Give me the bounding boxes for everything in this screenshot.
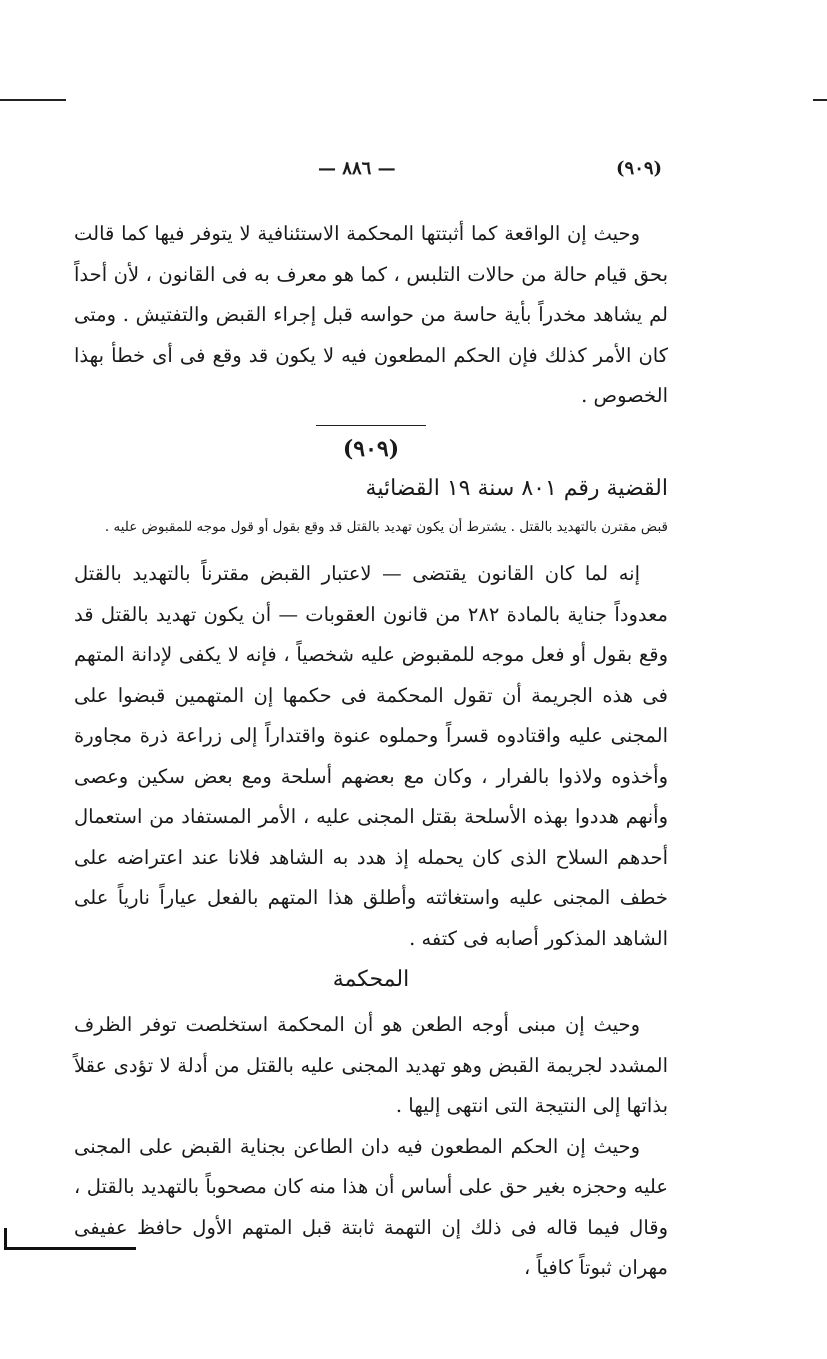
section-separator	[316, 425, 426, 427]
decision-number: (٩٠٩)	[616, 158, 663, 179]
court-paragraph-2: وحيث إن الحكم المطعون فيه دان الطاعن بجناية القبض على المجنى عليه وحجزه بغير حق على أساس أن هذا منه كان مصحوباً بالتهديد بالقتل ، وقال فيما قاله فى ذلك إن التهمة ثابتة قبل المتهم الأول حافظ عفيفى مهران ثبوتاً كافياً ،	[74, 1134, 668, 1279]
preceding-paragraph: وحيث إن الواقعة كما أثبتتها المحكمة الاستئنافية لا يتوفر فيها كما قالت بحق قيام حالة من حالات التلبس ، كما هو معرف به فى القانون ، لأن أحداً لم يشاهد مخدراً بأية حاسة من حواسه قبل إجراء القبض والتفتيش . ومتى كان الأمر كذلك فإن الحكم المطعون فيه لا يكون قد وقع فى أى خطأ بهذا الخصوص .	[74, 222, 668, 407]
case-number: (٩٠٩)	[342, 436, 400, 462]
court-heading: المحكمة	[332, 967, 410, 992]
page-number: — ٨٨٦ —	[318, 158, 396, 179]
bottom-rule-tick	[4, 1228, 7, 1250]
margin-mark-right	[813, 99, 827, 101]
bottom-rule	[4, 1247, 136, 1250]
page-body	[74, 214, 668, 1289]
case-title: القضية رقم ٨٠١ سنة ١٩ القضائية	[365, 476, 668, 501]
facts-paragraph: إنه لما كان القانون يقتضى — لاعتبار القبض مقترناً بالتهديد بالقتل معدوداً جناية بالمادة ٢٨٢ من قانون العقوبات — أن يكون تهديد بالقتل قد وقع بقول أو فعل موجه للمقبوض عليه شخصياً ، فإنه لا يكفى لإدانة المتهم فى هذه الجريمة أن تقول المحكمة فى حكمها إن المتهمين قبضوا على المجنى عليه واقتادوه قسراً وحملوه عنوة واقتداراً إلى زراعة ذرة مجاورة وأخذوه ولاذوا بالفرار ، وكان مع بعضهم أسلحة ومع بعض سكين وعصى وأنهم هددوا بهذه الأسلحة بقتل المجنى عليه ، الأمر المستفاد من استعمال أحدهم السلاح الذى كان يحمله إذ هدد به الشاهد فلانا عند اعتراضه على خطف المجنى عليه واستغاثته وأطلق هذا المتهم بالفعل عياراً نارياً على الشاهد المذكور أصابه فى كتفه .	[74, 562, 668, 950]
margin-mark-left	[0, 99, 66, 101]
page-header	[70, 158, 667, 184]
court-paragraph-1: وحيث إن مبنى أوجه الطعن هو أن المحكمة استخلصت توفر الظرف المشدد لجريمة القبض وهو تهديد المجنى عليه بالقتل من أدلة لا تؤدى عقلاً بذاتها إلى النتيجة التى انتهى إليها .	[74, 1013, 668, 1117]
case-headnote: قبض مقترن بالتهديد بالقتل . يشترط أن يكون تهديد بالقتل قد وقع بقول أو قول موجه للمقبوض عليه .	[104, 519, 668, 535]
